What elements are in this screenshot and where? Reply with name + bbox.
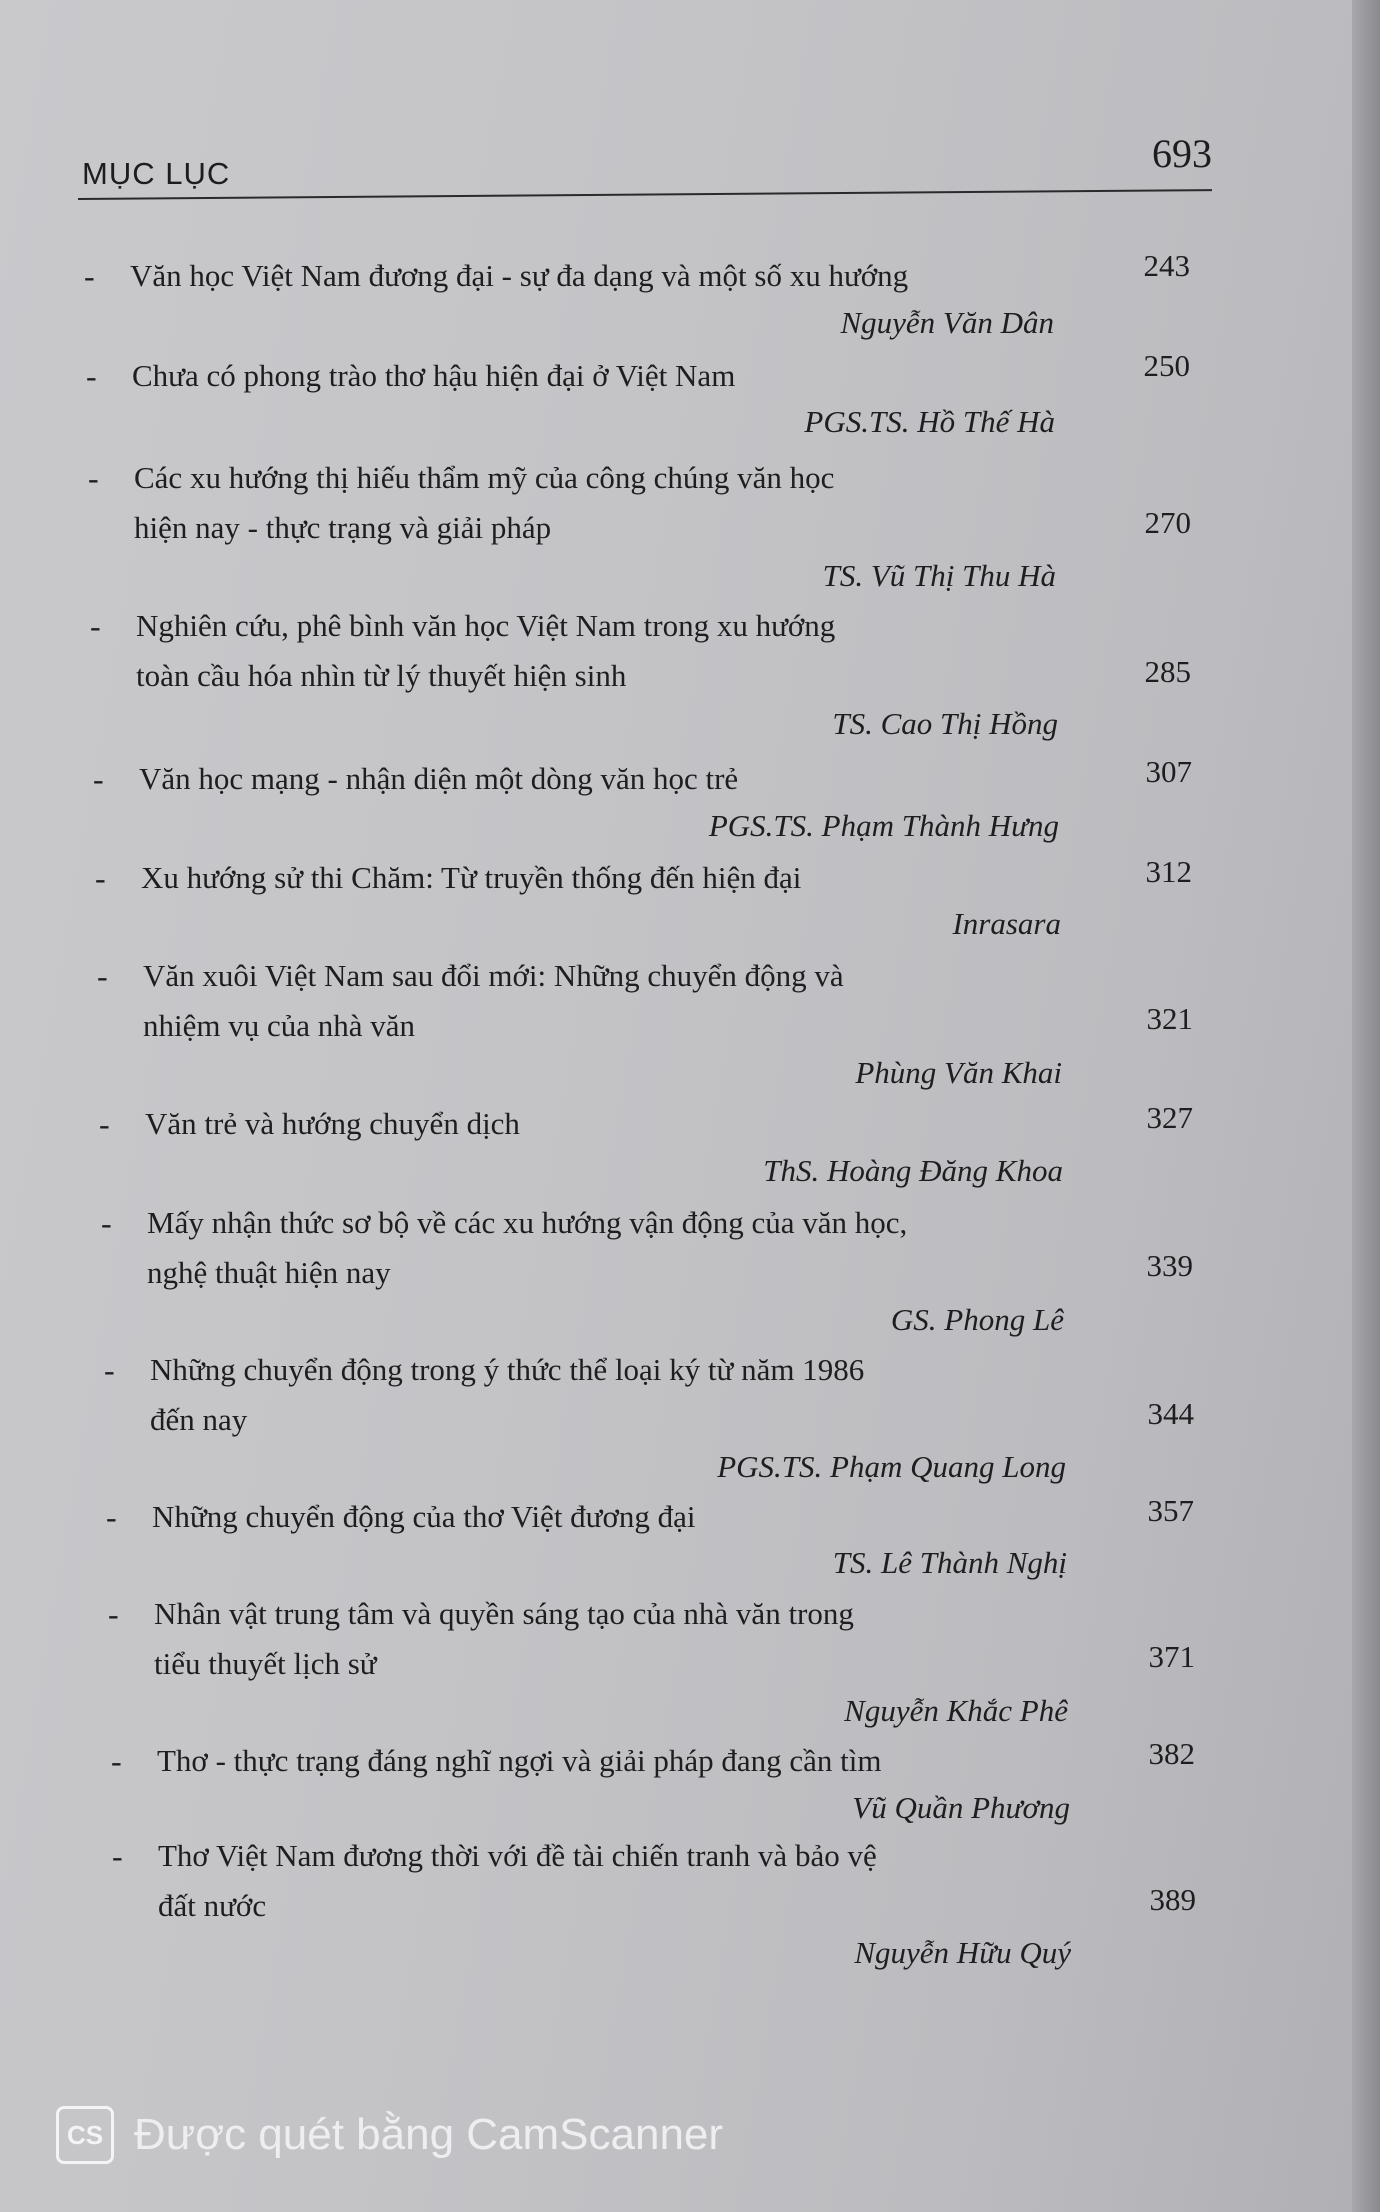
entry-title-line: Thơ - thực trạng đáng nghĩ ngợi và giải pháp đang cần tìm (157, 1743, 882, 1778)
entry-title-line: nhiệm vụ của nhà văn (143, 1008, 416, 1043)
entry-title-line: Nhân vật trung tâm và quyền sáng tạo của nhà văn trong (154, 1596, 854, 1631)
entry-bullet-dash: - (88, 460, 99, 496)
entry-page-number: 243 (1143, 248, 1190, 283)
entry-page-number: 285 (1144, 654, 1191, 689)
entry-author: TS. Cao Thị Hồng (832, 706, 1058, 741)
page-header-title: MỤC LỤC (82, 156, 231, 191)
watermark-text: Được quét bằng CamScanner (134, 2110, 724, 2159)
entry-title-line: Văn trẻ và hướng chuyển dịch (145, 1106, 520, 1141)
entry-author: Nguyễn Hữu Quý (854, 1935, 1071, 1970)
entry-author: PGS.TS. Hồ Thế Hà (804, 404, 1055, 439)
entry-author: Inrasara (952, 906, 1061, 941)
entry-author: PGS.TS. Phạm Quang Long (717, 1449, 1066, 1484)
entry-author: Nguyễn Khắc Phê (844, 1693, 1068, 1728)
entry-page-number: 250 (1143, 348, 1190, 383)
entry-page-number: 371 (1148, 1639, 1195, 1674)
entry-title-line: Văn xuôi Việt Nam sau đổi mới: Những chuyển động và (143, 958, 844, 993)
entry-author: Phùng Văn Khai (855, 1055, 1062, 1090)
entry-title-line: Những chuyển động trong ý thức thể loại ký từ năm 1986 (150, 1352, 865, 1387)
entry-bullet-dash: - (104, 1352, 115, 1388)
entry-title-line: đến nay (150, 1402, 248, 1437)
scanner-watermark (56, 2104, 723, 2166)
entry-page-number: 339 (1146, 1248, 1193, 1283)
entry-title-line: tiểu thuyết lịch sử (154, 1646, 377, 1681)
entry-page-number: 382 (1148, 1736, 1195, 1771)
entry-bullet-dash: - (108, 1596, 119, 1632)
entry-page-number: 270 (1144, 505, 1191, 540)
entry-bullet-dash: - (111, 1743, 122, 1779)
entry-author: ThS. Hoàng Đăng Khoa (763, 1153, 1063, 1188)
entry-bullet-dash: - (95, 860, 106, 896)
entry-title-line: đất nước (158, 1888, 267, 1923)
entry-page-number: 321 (1146, 1001, 1193, 1036)
entry-title-line: Nghiên cứu, phê bình văn học Việt Nam trong xu hướng (136, 608, 836, 643)
entry-bullet-dash: - (101, 1205, 112, 1241)
entry-bullet-dash: - (112, 1838, 123, 1874)
entry-page-number: 389 (1149, 1882, 1196, 1917)
entry-page-number: 312 (1145, 854, 1192, 889)
entry-bullet-dash: - (106, 1499, 117, 1535)
entry-title-line: Các xu hướng thị hiếu thẩm mỹ của công chúng văn học (134, 460, 835, 495)
page-number: 693 (1152, 131, 1212, 176)
entry-title-line: nghệ thuật hiện nay (147, 1255, 391, 1290)
entry-title-line: Chưa có phong trào thơ hậu hiện đại ở Việt Nam (132, 358, 736, 393)
entry-author: Nguyễn Văn Dân (840, 305, 1054, 340)
entry-title-line: Những chuyển động của thơ Việt đương đại (152, 1499, 696, 1534)
entry-title-line: Thơ Việt Nam đương thời với đề tài chiến tranh và bảo vệ (158, 1838, 877, 1873)
entry-author: TS. Vũ Thị Thu Hà (822, 558, 1056, 593)
entry-title-line: Văn học mạng - nhận diện một dòng văn học trẻ (139, 761, 739, 796)
entry-bullet-dash: - (97, 958, 108, 994)
entry-bullet-dash: - (93, 761, 104, 797)
entry-title-line: Xu hướng sử thi Chăm: Từ truyền thống đến hiện đại (141, 860, 802, 895)
entry-title-line: Mấy nhận thức sơ bộ về các xu hướng vận động của văn học, (147, 1205, 908, 1240)
entry-title-line: Văn học Việt Nam đương đại - sự đa dạng và một số xu hướng (130, 258, 909, 293)
entry-page-number: 357 (1147, 1493, 1194, 1528)
entry-bullet-dash: - (90, 608, 101, 644)
entry-bullet-dash: - (84, 258, 95, 294)
entry-title-line: hiện nay - thực trạng và giải pháp (134, 510, 552, 545)
entry-author: TS. Lê Thành Nghị (832, 1545, 1067, 1580)
entry-author: GS. Phong Lê (890, 1302, 1064, 1337)
entry-author: Vũ Quần Phương (852, 1790, 1070, 1825)
entry-author: PGS.TS. Phạm Thành Hưng (708, 808, 1059, 843)
entry-bullet-dash: - (86, 358, 97, 394)
entry-bullet-dash: - (99, 1106, 110, 1142)
entry-page-number: 327 (1146, 1100, 1193, 1135)
entry-title-line: toàn cầu hóa nhìn từ lý thuyết hiện sinh (136, 658, 627, 693)
camscanner-logo-icon: CS (56, 2106, 114, 2164)
entry-page-number: 307 (1145, 754, 1192, 789)
entry-page-number: 344 (1147, 1396, 1194, 1431)
